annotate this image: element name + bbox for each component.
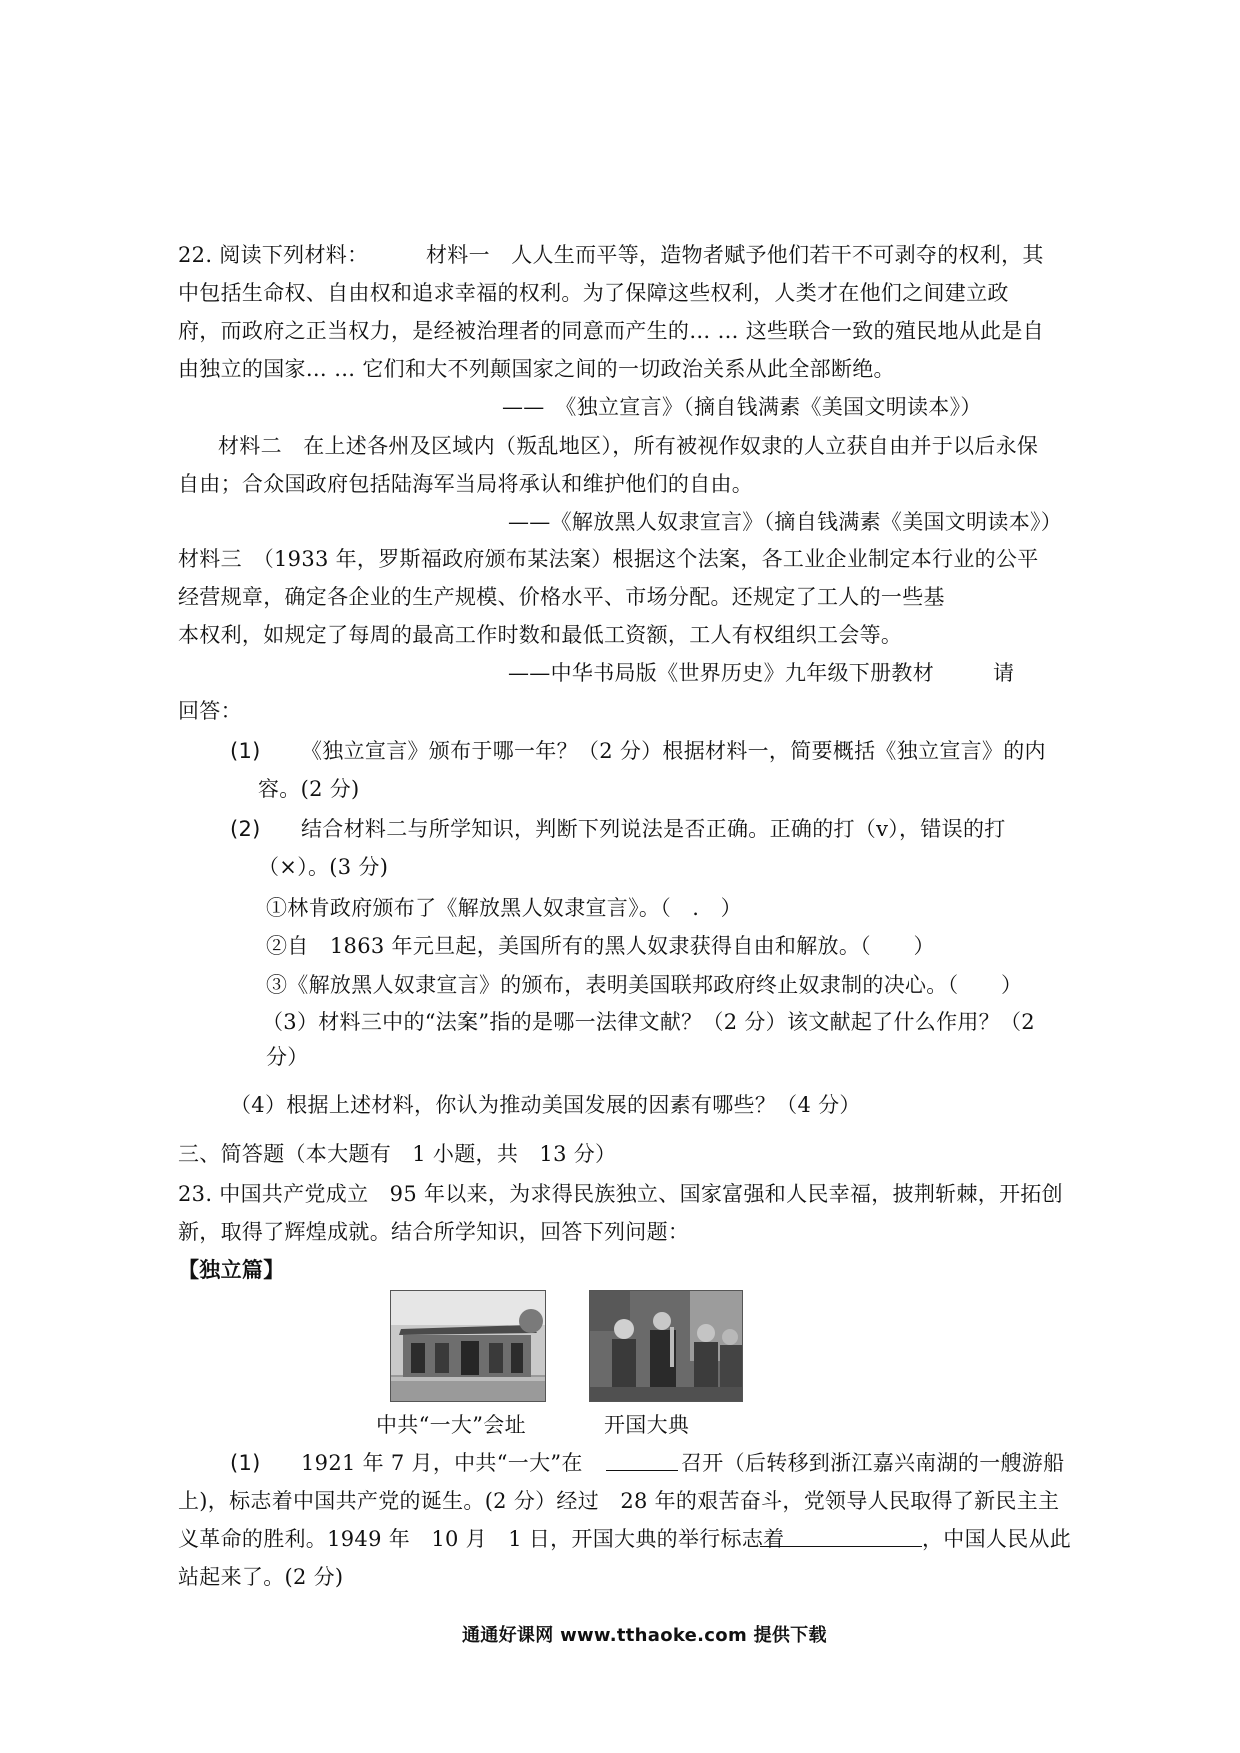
q23-sub1-text-b: 召开（后转移到浙江嘉兴南湖的一艘游船 (681, 1451, 1065, 1475)
q23-intro-line2: 新，取得了辉煌成就。结合所学知识，回答下列问题： (178, 1220, 690, 1244)
caption-founding-ceremony: 开国大典 (604, 1413, 690, 1437)
q22-sub2-text: 结合材料二与所学知识，判断下列说法是否正确。正确的打（v），错误的打 (301, 817, 1006, 841)
q23-sub1-line4: 站起来了。(2 分) (178, 1565, 344, 1589)
q22-sub1-number: (1) (230, 739, 261, 763)
q22-sub3-text2: 分） (266, 1045, 309, 1069)
q22-material1-line1: 材料一 人人生而平等，造物者赋予他们若干不可剥夺的权利，其 (426, 243, 1044, 267)
q22-answer-prompt: 回答： (178, 699, 242, 723)
blank-ceremony-significance[interactable] (760, 1546, 922, 1547)
congress-site-photo (390, 1290, 546, 1402)
q22-sub1-text2: 容。(2 分) (258, 777, 360, 801)
q22-material1-line3: 府，而政府之正当权力，是经被治理者的同意而产生的… … 这些联合一致的殖民地从此是自 (178, 319, 1044, 343)
q22-number-label: 22. 阅读下列材料： (178, 243, 369, 267)
q22-source2: ——《解放黑人奴隶宣言》（摘自钱满素《美国文明读本》） (508, 510, 1063, 534)
q22-material1-line4: 由独立的国家… … 它们和大不列颠国家之间的一切政治关系从此全部断绝。 (178, 357, 895, 381)
q22-judge-item-2: ②自 1863 年元旦起，美国所有的黑人奴隶获得自由和解放。（ ） (266, 934, 935, 958)
q23-sub1-number: (1) (230, 1451, 261, 1475)
q22-sub2-text2: （×）。(3 分) (258, 855, 389, 879)
q23-sub1-line3-a: 义革命的胜利。1949 年 10 月 1 日，开国大典的举行标志着 (178, 1527, 785, 1551)
q22-material2-line1: 材料二 在上述各州及区域内（叛乱地区），所有被视作奴隶的人立获自由并于以后永保 (218, 434, 1039, 458)
q22-judge-item-3: ③《解放黑人奴隶宣言》的颁布，表明美国联邦政府终止奴隶制的决心。（ ） (266, 973, 1023, 997)
q22-material3-line2: 经营规章，确定各企业的生产规模、价格水平、市场分配。还规定了工人的一些基 (178, 585, 945, 609)
q22-source3: ——中华书局版《世界历史》九年级下册教材 (508, 661, 934, 685)
q23-part-title: 【独立篇】 (178, 1258, 285, 1282)
q22-judge-item-1: ①林肯政府颁布了《解放黑人奴隶宣言》。（ . ） (266, 896, 742, 920)
q22-sub4-text: （4）根据上述材料，你认为推动美国发展的因素有哪些？（4 分） (230, 1093, 861, 1117)
caption-congress-site: 中共“一大”会址 (376, 1413, 526, 1437)
q23-intro-line1: 23. 中国共产党成立 95 年以来，为求得民族独立、国家富强和人民幸福，披荆斩棘，开拓创 (178, 1182, 1063, 1206)
footer-download-notice: 通通好课网 www.tthaoke.com 提供下载 (462, 1625, 827, 1646)
q23-sub1-line3-b: ，中国人民从此 (922, 1527, 1072, 1551)
section3-heading: 三、简答题（本大题有 1 小题，共 13 分） (178, 1142, 617, 1166)
q22-sub3-text: （3）材料三中的“法案”指的是哪一法律文献？（2 分）该文献起了什么作用？（2 (262, 1010, 1035, 1034)
q22-source3-tail: 请 (993, 661, 1015, 685)
q22-material2-line2: 自由；合众国政府包括陆海军当局将承认和维护他们的自由。 (178, 472, 754, 496)
blank-congress-location[interactable] (606, 1470, 678, 1471)
q23-sub1-line2: 上)，标志着中国共产党的诞生。(2 分）经过 28 年的艰苦奋斗，党领导人民取得了新民主主 (178, 1489, 1060, 1513)
q22-material3-line1: 材料三 （1933 年，罗斯福政府颁布某法案）根据这个法案，各工业企业制定本行业的公平 (178, 547, 1039, 571)
q22-source1: —— 《独立宣言》（摘自钱满素《美国文明读本》） (502, 395, 982, 419)
q22-material3-line3: 本权利，如规定了每周的最高工作时数和最低工资额，工人有权组织工会等。 (178, 623, 903, 647)
q22-material1-line2: 中包括生命权、自由权和追求幸福的权利。为了保障这些权利，人类才在他们之间建立政 (178, 281, 1009, 305)
q23-sub1-text-a: 1921 年 7 月，中共“一大”在 (301, 1451, 583, 1475)
q22-sub1-text: 《独立宣言》颁布于哪一年？（2 分）根据材料一，简要概括《独立宣言》的内 (301, 739, 1046, 763)
q22-sub2-number: (2) (230, 817, 261, 841)
founding-ceremony-photo (589, 1290, 743, 1402)
